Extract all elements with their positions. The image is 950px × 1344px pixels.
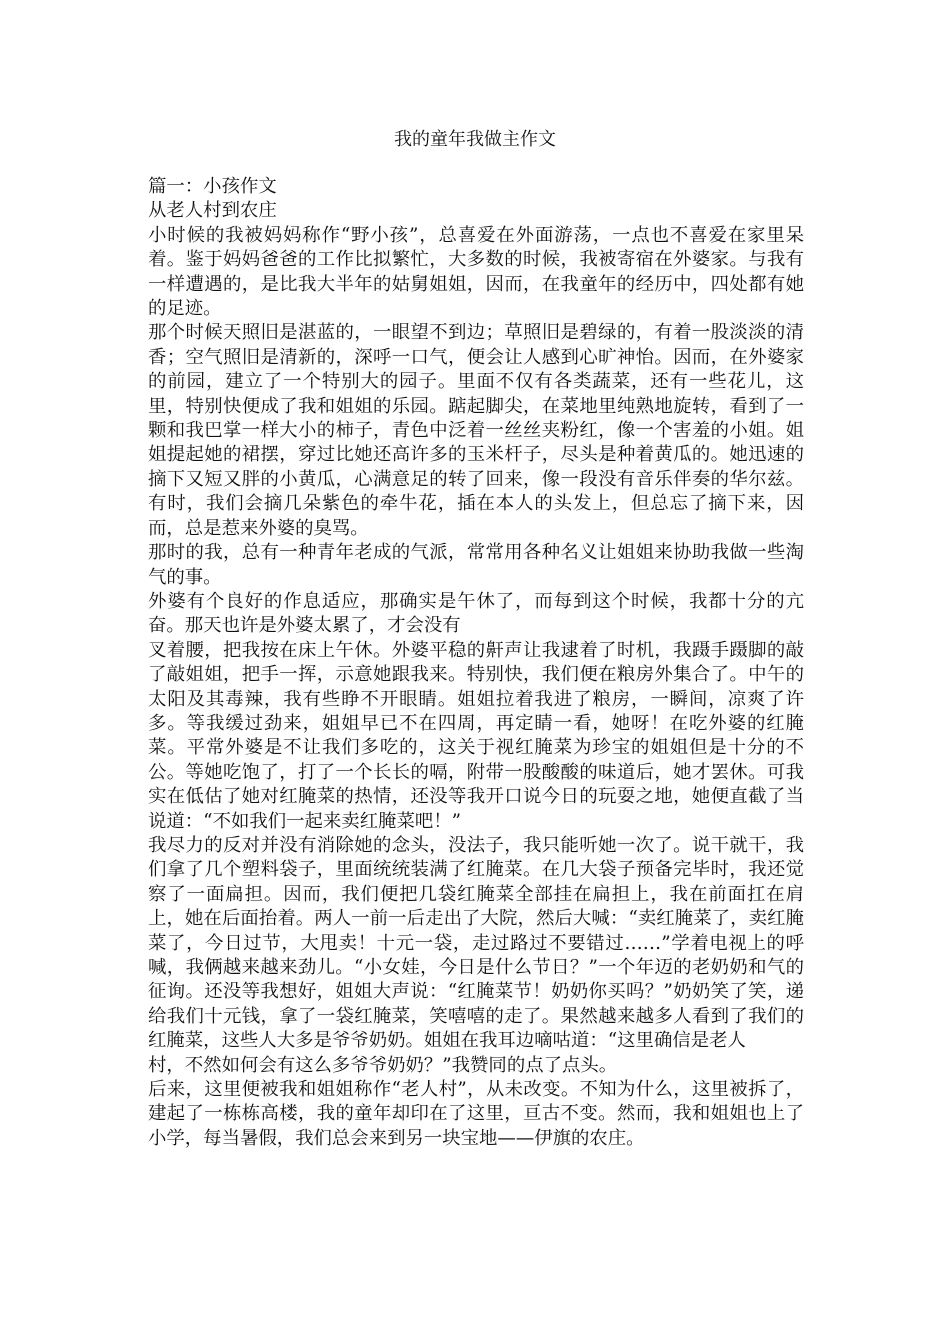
paragraph: 叉着腰，把我按在床上午休。外婆平稳的鼾声让我逮着了时机，我蹑手蹑脚的敲了敲姐姐，把手一挥，示意她跟我来。特别快，我们便在粮房外集合了。中午的太阳及其毒辣，我有些睁不开眼睛。姐姐拉着我进了粮房，一瞬间，凉爽了许多。等我缓过劲来，姐姐早已不在四周，再定睛一看，她呀！在吃外婆的红腌菜。平常外婆是不让我们多吃的，这关于视红腌菜为珍宝的姐姐但是十分的不公。等她吃饱了，打了一个长长的嗝，附带一股酸酸的味道后，她才罢休。可我实在低估了她对红腌菜的热情，还没等我开口说今日的玩耍之地，她便直截了当说道：“不如我们一起来卖红腌菜吧！”: [148, 639, 804, 832]
paragraph: 那时的我，总有一种青年老成的气派，常常用各种名义让姐姐来协助我做一些淘气的事。: [148, 542, 804, 588]
document-title: 我的童年我做主作文: [394, 129, 556, 150]
paragraph: 村，不然如何会有这么多爷爷奶奶？”我赞同的点了点头。: [148, 1054, 618, 1076]
paragraph: 那个时候天照旧是湛蓝的，一眼望不到边；草照旧是碧绿的，有着一股淡淡的清香；空气照旧是清新的，深呼一口气，便会让人感到心旷神怡。因而，在外婆家的前园，建立了一个特别大的园子。里面不仅有各类蔬菜，还有一些花儿，这里，特别快便成了我和姐姐的乐园。踮起脚尖，在菜地里纯熟地旋转，看到了一颗和我巴掌一样大小的柿子，青色中泛着一丝丝夹粉红，像一个害羞的小姐。姐姐提起她的裙摆，穿过比她还高许多的玉米杆子，尽头是种着黄瓜的。她迅速的摘下又短又胖的小黄瓜，心满意足的转了回来，像一段没有音乐伴奏的华尔兹。有时，我们会摘几朵紫色的牵牛花，插在本人的头发上，但总忘了摘下来，因而，总是惹来外婆的臭骂。: [148, 322, 804, 539]
paragraph: 后来，这里便被我和姐姐称作“老人村”，从未改变。不知为什么，这里被拆了，建起了一栋栋高楼，我的童年却印在了这里，亘古不变。然而，我和姐姐也上了小学，每当暑假，我们总会来到另一块宝地——伊旗的农庄。: [148, 1079, 804, 1149]
paragraph: 我尽力的反对并没有消除她的念头，没法子，我只能听她一次了。说干就干，我们拿了几个塑料袋子，里面统统装满了红腌菜。在几大袋子预备完毕时，我还觉察了一面扁担。因而，我们便把几袋红腌菜全部挂在扁担上，我在前面扛在肩上，她在后面抬着。两人一前一后走出了大院，然后大喊：“卖红腌菜了，卖红腌菜了，今日过节，大甩卖！十元一袋，走过路过不要错过……”学着电视上的呼喊，我俩越来越来劲儿。“小女娃，今日是什么节日？”一个年迈的老奶奶和气的征询。还没等我想好，姐姐大声说：“红腌菜节！奶奶你买吗？”奶奶笑了笑，递给我们十元钱，拿了一袋红腌菜，笑嘻嘻的走了。果然越来越多人看到了我们的红腌菜，这些人大多是爷爷奶奶。姐姐在我耳边嘀咕道：“这里确信是老人: [148, 834, 804, 1052]
paragraph: 外婆有个良好的作息适应，那确实是午休了，而每到这个时候，我都十分的亢奋。那天也许是外婆太累了，才会没有: [148, 590, 804, 637]
document-body: [148, 175, 804, 1151]
essay-subheading: 从老人村到农庄: [148, 200, 277, 222]
paragraph: 小时候的我被妈妈称作“野小孩”，总喜爱在外面游荡，一点也不喜爱在家里呆着。鉴于妈妈爸爸的工作比拟繁忙，大多数的时候，我被寄宿在外婆家。与我有一样遭遇的，是比我大半年的姑舅姐姐，因而，在我童年的经历中，四处都有她的足迹。: [148, 224, 804, 320]
section-heading: 篇一：小孩作文: [148, 176, 277, 197]
